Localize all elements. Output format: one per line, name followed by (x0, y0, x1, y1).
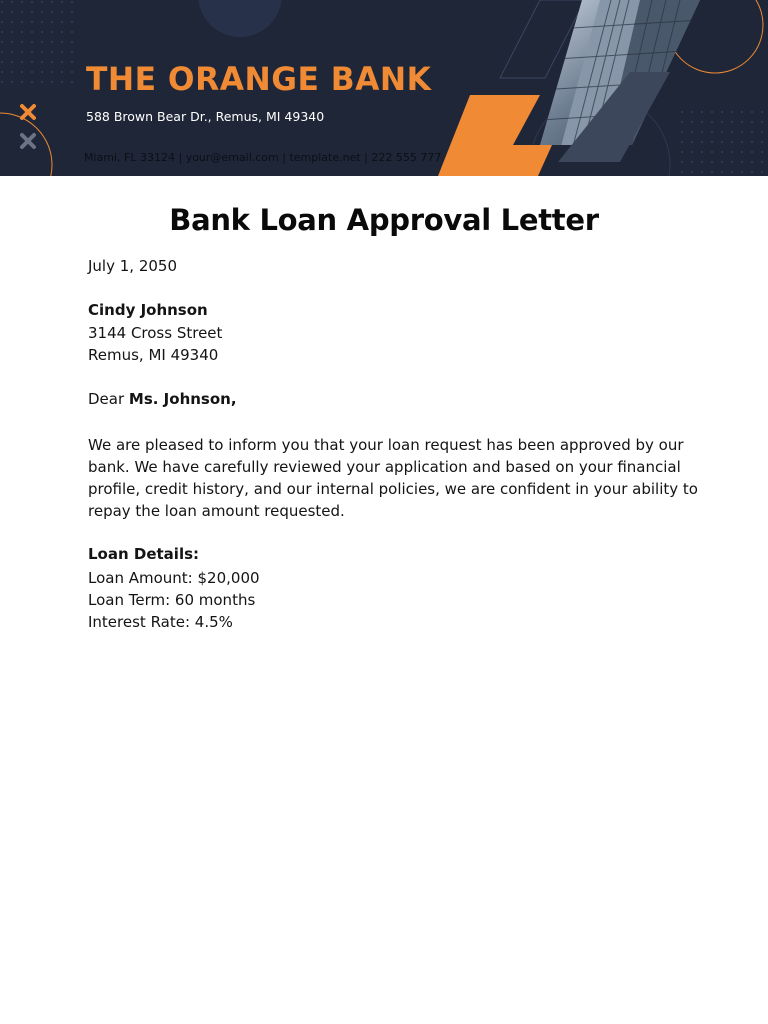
salutation-name: Ms. Johnson, (128, 390, 237, 408)
salutation (88, 388, 237, 410)
loan-term: Loan Term: 60 months (88, 591, 256, 609)
dot-pattern-right (680, 110, 768, 176)
gray-x-icon (22, 135, 34, 147)
bank-name: THE ORANGE BANK (86, 60, 432, 98)
interest-rate: Interest Rate: 4.5% (88, 613, 233, 631)
recipient-street: 3144 Cross Street (88, 324, 223, 342)
bank-contact-line: Miami, FL 33124 | your@email.com | template.net | 222 555 777 (84, 151, 442, 164)
bank-address: 588 Brown Bear Dr., Remus, MI 49340 (86, 109, 325, 124)
loan-amount: Loan Amount: $20,000 (88, 569, 260, 587)
letterhead-banner (0, 0, 768, 176)
orange-accent-shape (438, 95, 552, 176)
recipient-city: Remus, MI 49340 (88, 346, 219, 364)
dot-pattern-left (0, 0, 75, 90)
paragraph-line: profile, credit history, and our internal policies, we are confident in your ability to (88, 480, 698, 498)
approval-paragraph (88, 434, 698, 522)
circle-decoration-top (198, 0, 282, 37)
recipient-name: Cindy Johnson (88, 301, 208, 319)
salutation-prefix: Dear (88, 390, 129, 408)
paragraph-line: We are pleased to inform you that your loan request has been approved by our (88, 436, 684, 454)
loan-details-heading: Loan Details: (88, 545, 200, 563)
paragraph-line: repay the loan amount requested. (88, 502, 345, 520)
paragraph-line: bank. We have carefully reviewed your application and based on your financial (88, 458, 681, 476)
letter-date: July 1, 2050 (88, 257, 177, 275)
orange-x-icon (22, 106, 34, 118)
letter-title: Bank Loan Approval Letter (169, 203, 599, 237)
